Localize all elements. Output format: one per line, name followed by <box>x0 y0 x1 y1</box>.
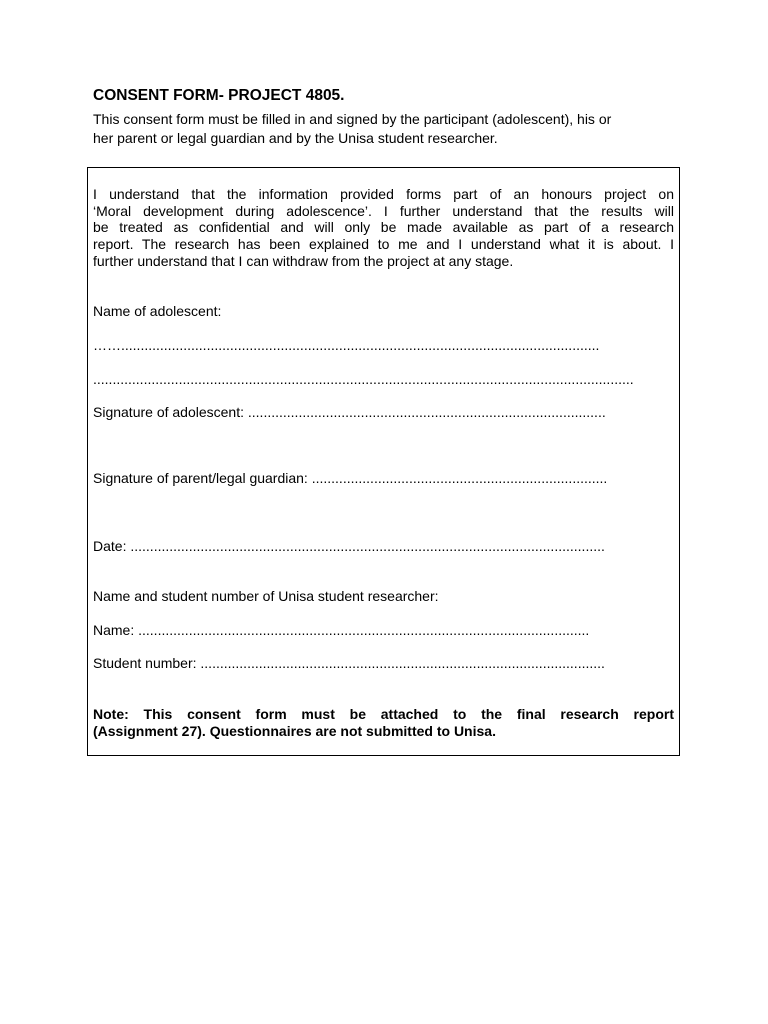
statement-line-1: I understand that the information provided forms part of an honours project on <box>93 186 674 202</box>
name-adolescent-label: Name of adolescent: <box>93 303 222 319</box>
student-number-field[interactable]: Student number: ........................................................................................................ <box>93 655 605 671</box>
date-field[interactable]: Date: .......................................................................................................................... <box>93 538 605 554</box>
statement-line-2: ‘Moral development during adolescence’. I further understand that the results will <box>93 203 674 219</box>
note-line-1: Note: This consent form must be attached to the final research report <box>93 706 674 722</box>
statement-line-5: further understand that I can withdraw from the project at any stage. <box>93 253 514 269</box>
statement-line-4: report. The research has been explained to me and I understand what it is about. I <box>93 236 674 252</box>
intro-line-1: This consent form must be filled in and signed by the participant (adolescent), his or <box>93 111 612 127</box>
statement-line-3: be treated as confidential and will only be made available as part of a research <box>93 219 674 235</box>
signature-parent-field[interactable]: Signature of parent/legal guardian: ............................................................................ <box>93 470 608 486</box>
note-line-2: (Assignment 27). Questionnaires are not submitted to Unisa. <box>93 723 496 739</box>
signature-adolescent-field[interactable]: Signature of adolescent: ............................................................................................ <box>93 404 606 420</box>
form-title: CONSENT FORM- PROJECT 4805. <box>93 87 345 104</box>
intro-line-2: her parent or legal guardian and by the Unisa student researcher. <box>93 130 498 146</box>
researcher-section-label: Name and student number of Unisa student researcher: <box>93 588 439 604</box>
name-adolescent-line-2[interactable]: ........................................................................................................................................... <box>93 371 634 387</box>
researcher-name-field[interactable]: Name: .................................................................................................................... <box>93 622 590 638</box>
name-adolescent-line-1[interactable]: ……........................................................................................................................... <box>93 337 600 353</box>
